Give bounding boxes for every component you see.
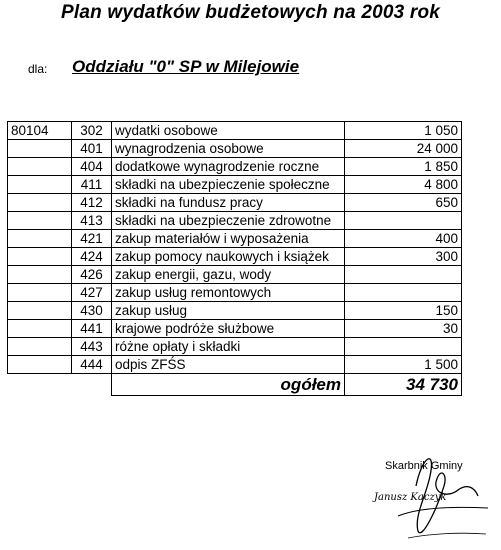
description-cell: krajowe podróże służbowe <box>112 320 345 338</box>
description-cell: składki na ubezpieczenie społeczne <box>112 176 345 194</box>
description-cell: zakup usług <box>112 302 345 320</box>
amount-cell: 650 <box>345 194 462 212</box>
budget-table <box>7 121 462 396</box>
table-row <box>8 338 462 356</box>
chapter-cell <box>8 194 72 212</box>
paragraph-cell: 412 <box>72 194 112 212</box>
amount-cell <box>345 266 462 284</box>
chapter-cell: 80104 <box>8 122 72 140</box>
description-cell: odpis ZFŚS <box>112 356 345 374</box>
unit-name: Oddziału "0" SP w Milejowie <box>72 57 300 76</box>
description-cell: wydatki osobowe <box>112 122 345 140</box>
description-cell: zakup energii, gazu, wody <box>112 266 345 284</box>
paragraph-cell: 413 <box>72 212 112 230</box>
total-label: ogółem <box>112 374 345 396</box>
paragraph-cell: 430 <box>72 302 112 320</box>
paragraph-cell: 427 <box>72 284 112 302</box>
amount-cell <box>345 212 462 230</box>
description-cell: składki na ubezpieczenie zdrowotne <box>112 212 345 230</box>
paragraph-cell: 401 <box>72 140 112 158</box>
chapter-cell <box>8 338 72 356</box>
paragraph-cell: 443 <box>72 338 112 356</box>
paragraph-cell: 421 <box>72 230 112 248</box>
amount-cell: 4 800 <box>345 176 462 194</box>
amount-cell: 1 500 <box>345 356 462 374</box>
table-row <box>8 302 462 320</box>
table-row <box>8 122 462 140</box>
total-blank-cell <box>8 374 72 396</box>
chapter-cell <box>8 230 72 248</box>
document-title: Plan wydatków budżetowych na 2003 rok <box>60 2 441 23</box>
description-cell: składki na fundusz pracy <box>112 194 345 212</box>
budget-table-body <box>8 122 462 374</box>
amount-cell: 400 <box>345 230 462 248</box>
amount-cell <box>345 284 462 302</box>
for-label: dla: <box>28 62 48 76</box>
description-cell: wynagrodzenia osobowe <box>112 140 345 158</box>
paragraph-cell: 424 <box>72 248 112 266</box>
amount-cell: 24 000 <box>345 140 462 158</box>
amount-cell: 300 <box>345 248 462 266</box>
paragraph-cell: 302 <box>72 122 112 140</box>
total-blank-cell <box>72 374 112 396</box>
amount-cell: 1 850 <box>345 158 462 176</box>
chapter-cell <box>8 212 72 230</box>
table-row <box>8 212 462 230</box>
chapter-cell <box>8 176 72 194</box>
signature-title: Skarbnik Gminy <box>385 460 463 472</box>
chapter-cell <box>8 302 72 320</box>
table-row <box>8 320 462 338</box>
amount-cell: 30 <box>345 320 462 338</box>
description-cell: różne opłaty i składki <box>112 338 345 356</box>
table-row <box>8 284 462 302</box>
chapter-cell <box>8 320 72 338</box>
table-row <box>8 176 462 194</box>
table-row <box>8 158 462 176</box>
total-row <box>8 374 462 396</box>
table-row <box>8 140 462 158</box>
table-row <box>8 194 462 212</box>
description-cell: dodatkowe wynagrodzenie roczne <box>112 158 345 176</box>
paragraph-cell: 441 <box>72 320 112 338</box>
amount-cell: 1 050 <box>345 122 462 140</box>
description-cell: zakup usług remontowych <box>112 284 345 302</box>
total-value: 34 730 <box>345 374 462 396</box>
paragraph-cell: 444 <box>72 356 112 374</box>
table-row <box>8 266 462 284</box>
chapter-cell <box>8 140 72 158</box>
chapter-cell <box>8 266 72 284</box>
paragraph-cell: 411 <box>72 176 112 194</box>
description-cell: zakup pomocy naukowych i książek <box>112 248 345 266</box>
table-row <box>8 230 462 248</box>
table-row <box>8 356 462 374</box>
chapter-cell <box>8 248 72 266</box>
table-row <box>8 248 462 266</box>
paragraph-cell: 426 <box>72 266 112 284</box>
chapter-cell <box>8 356 72 374</box>
chapter-cell <box>8 158 72 176</box>
chapter-cell <box>8 284 72 302</box>
paragraph-cell: 404 <box>72 158 112 176</box>
amount-cell <box>345 338 462 356</box>
amount-cell: 150 <box>345 302 462 320</box>
signature-name: Janusz Kaczyk <box>374 492 447 503</box>
description-cell: zakup materiałów i wyposażenia <box>112 230 345 248</box>
